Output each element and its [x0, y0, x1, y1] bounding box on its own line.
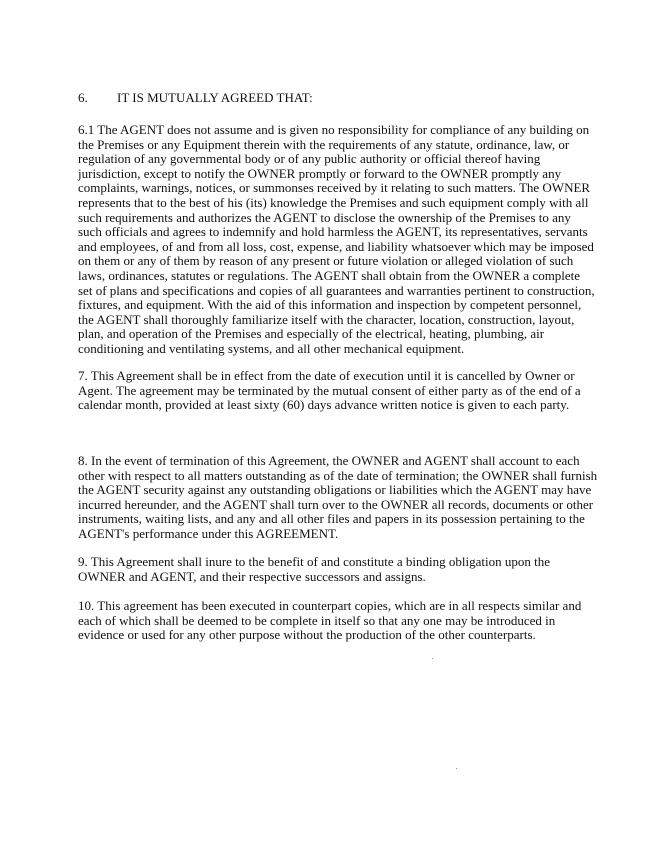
- paragraph-line: plan, and operation of the Premises and especially of the electrical, heating, plumbing, air: [78, 326, 545, 342]
- paragraph-line: set of plans and specifications and copies of all guarantees and warranties pertinent to construction,: [78, 282, 595, 298]
- paragraph-line: and employees, of and from all loss, cost, expense, and liability whatsoever which may be imposed: [78, 238, 594, 254]
- paragraph-line: OWNER and AGENT, and their respective successors and assigns.: [78, 568, 426, 584]
- paragraph-10: [78, 599, 581, 643]
- paragraph-line: such requirements and authorizes the AGENT to disclose the ownership of the Premises to any: [78, 209, 571, 225]
- paragraph-line: 10. This agreement has been executed in counterpart copies, which are in all respects similar and: [78, 598, 582, 613]
- paragraph-line: incurred hereunder, and the AGENT shall turn over to the OWNER all records, documents or other: [78, 496, 594, 512]
- paragraph-line: other with respect to all matters outstanding as of the date of termination; the OWNER shall furnish: [78, 467, 598, 483]
- paragraph-7: [78, 369, 581, 413]
- paragraph-line: laws, ordinances, statutes or regulations. The AGENT shall obtain from the OWNER a complete: [78, 267, 581, 283]
- paragraph-8: [78, 454, 597, 542]
- paragraph-line: on them or any of them by reason of any present or future violation or alleged violation of such: [78, 253, 574, 269]
- paragraph-line: evidence or used for any other purpose without the production of the other counterparts.: [78, 627, 536, 643]
- paragraph-line: each of which shall be deemed to be complete in itself so that any one may be introduced in: [78, 612, 556, 628]
- paragraph-6-1: [78, 123, 595, 357]
- scan-speck: [432, 658, 433, 659]
- paragraph-line: the AGENT shall thoroughly familiarize itself with the character, location, construction, layout,: [78, 311, 575, 327]
- paragraph-line: regulation of any governmental body or of any public authority or official thereof having: [78, 151, 541, 167]
- paragraph-line: 8. In the event of termination of this Agreement, the OWNER and AGENT shall account to each: [78, 453, 580, 468]
- paragraph-line: fixtures, and equipment. With the aid of this information and inspection by competent personnel,: [78, 297, 582, 313]
- section-title: IT IS MUTUALLY AGREED THAT:: [117, 90, 313, 105]
- section-heading: [78, 90, 313, 105]
- paragraph-line: complaints, warnings, notices, or summonses received by it relating to such matters. The OWNER: [78, 180, 591, 196]
- paragraph-line: Agent. The agreement may be terminated by the mutual consent of either party as of the end of a: [78, 382, 581, 398]
- paragraph-9: [78, 555, 550, 584]
- section-number: 6.: [78, 90, 88, 105]
- paragraph-line: AGENT's performance under this AGREEMENT.: [78, 525, 339, 541]
- paragraph-line: such officials and agrees to indemnify and hold harmless the AGENT, its representatives, servants: [78, 224, 588, 240]
- paragraph-line: conditioning and ventilating systems, and all other mechanical equipment.: [78, 340, 465, 356]
- paragraph-line: jurisdiction, except to notify the OWNER promptly or forward to the OWNER promptly any: [78, 165, 562, 181]
- paragraph-line: 9. This Agreement shall inure to the benefit of and constitute a binding obligation upon the: [78, 554, 550, 569]
- paragraph-line: the AGENT security against any outstanding obligations or liabilities which the AGENT may have: [78, 482, 592, 498]
- paragraph-line: 7. This Agreement shall be in effect from the date of execution until it is cancelled by Owner or: [78, 368, 575, 383]
- paragraph-line: represents that to the best of his (its) knowledge the Premises and such equipment comply with all: [78, 194, 589, 210]
- scan-speck: [456, 768, 457, 769]
- paragraph-line: calendar month, provided at least sixty (60) days advance written notice is given to each party.: [78, 397, 570, 413]
- paragraph-line: 6.1 The AGENT does not assume and is given no responsibility for compliance of any building on: [78, 122, 590, 137]
- paragraph-line: the Premises or any Equipment therein with the requirements of any statute, ordinance, law, or: [78, 136, 570, 152]
- paragraph-line: instruments, waiting lists, and any and all other files and papers in its possession pertaining to the: [78, 511, 585, 527]
